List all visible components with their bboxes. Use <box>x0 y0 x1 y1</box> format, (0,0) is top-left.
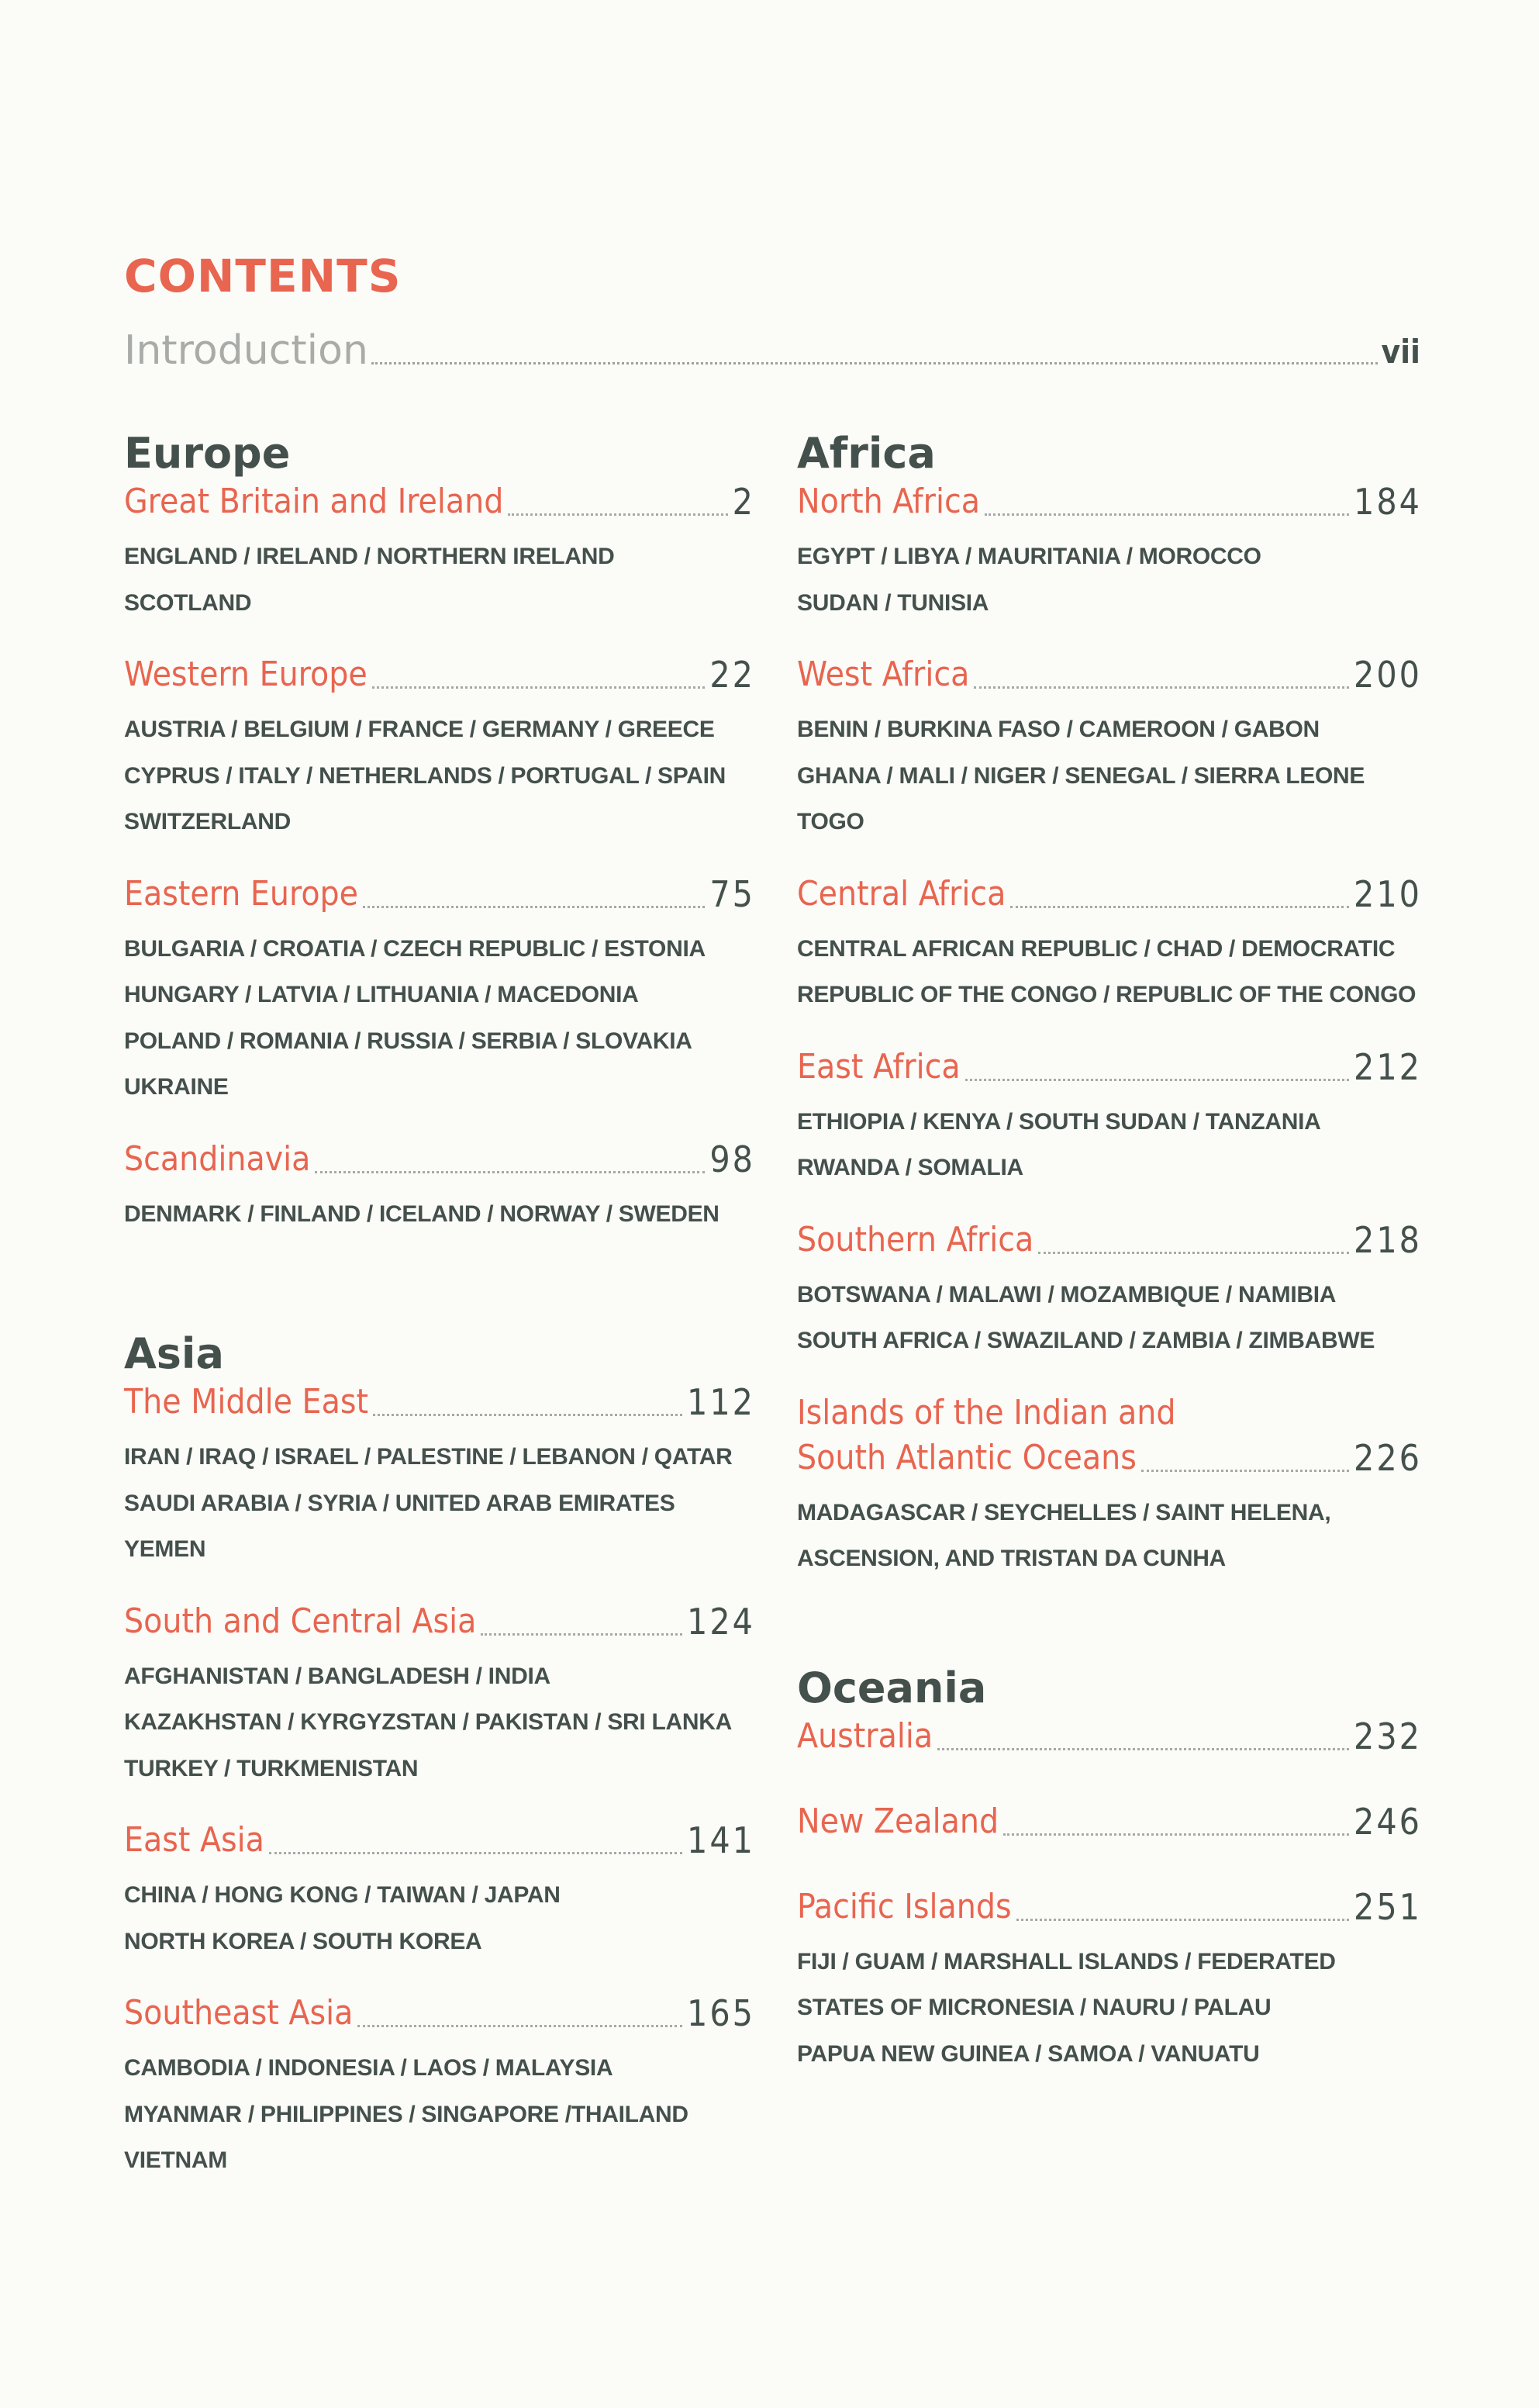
country-line: VIETNAM <box>124 2147 227 2173</box>
country-list <box>124 1191 755 1238</box>
section-page-number: 184 <box>1354 481 1422 523</box>
country-line: CAMBODIA / INDONESIA / LAOS / MALAYSIA <box>124 2055 613 2081</box>
dot-leader <box>373 1414 682 1416</box>
country-list <box>797 1099 1422 1191</box>
section-title: Southern Africa <box>797 1219 1034 1259</box>
section-page-number: 98 <box>709 1138 755 1180</box>
section-page-number: 218 <box>1354 1218 1422 1261</box>
section-title: East Asia <box>124 1820 264 1860</box>
country-line: CENTRAL AFRICAN REPUBLIC / CHAD / DEMOCRATIC <box>797 935 1396 962</box>
toc-section-southeast-asia[interactable] <box>124 1991 755 2184</box>
country-line: CHINA / HONG KONG / TAIWAN / JAPAN <box>124 1882 561 1908</box>
introduction-page-number: vii <box>1381 333 1420 371</box>
section-page-number: 232 <box>1354 1715 1422 1757</box>
continent-oceania <box>797 1663 1422 2078</box>
toc-section-central-africa[interactable] <box>797 872 1422 1018</box>
section-title: Pacific Islands <box>797 1886 1012 1926</box>
section-page-number: 141 <box>687 1819 755 1861</box>
country-line: GHANA / MALI / NIGER / SENEGAL / SIERRA LEONE <box>797 762 1365 789</box>
continent-heading: Europe <box>124 429 291 478</box>
country-line: BOTSWANA / MALAWI / MOZAMBIQUE / NAMIBIA <box>797 1281 1337 1308</box>
dot-leader <box>1003 1833 1349 1836</box>
section-title: Great Britain and Ireland <box>124 482 504 521</box>
dot-leader <box>371 362 1379 364</box>
section-title: West Africa <box>797 655 970 694</box>
section-title: Central Africa <box>797 873 1006 914</box>
toc-entry-introduction[interactable] <box>124 320 1420 374</box>
continent-asia <box>124 1328 755 2184</box>
dot-leader <box>937 1748 1349 1750</box>
country-line: SWITZERLAND <box>124 809 292 834</box>
country-line: YEMEN <box>124 1536 206 1562</box>
toc-section-east-asia[interactable] <box>124 1818 755 1964</box>
country-line: PAPUA NEW GUINEA / SAMOA / VANUATU <box>797 2040 1260 2067</box>
toc-section-southern-africa[interactable] <box>797 1218 1422 1364</box>
dot-leader <box>965 1079 1349 1081</box>
country-line: FIJI / GUAM / MARSHALL ISLANDS / FEDERATED <box>797 1948 1336 1974</box>
country-line: RWANDA / SOMALIA <box>797 1155 1023 1180</box>
toc-section-east-africa[interactable] <box>797 1045 1422 1191</box>
dot-leader <box>1038 1252 1349 1254</box>
dot-leader <box>508 513 727 516</box>
section-page-number: 112 <box>687 1381 755 1423</box>
country-line: DENMARK / FINLAND / ICELAND / NORWAY / SWEDEN <box>124 1201 719 1227</box>
country-list <box>124 1434 755 1573</box>
section-page-number: 200 <box>1354 654 1422 696</box>
country-line: UKRAINE <box>124 1074 229 1100</box>
section-title-line1: Islands of the Indian and <box>797 1392 1176 1432</box>
country-list <box>124 1653 755 1792</box>
section-page-number: 246 <box>1354 1800 1422 1843</box>
country-line: SAUDI ARABIA / SYRIA / UNITED ARAB EMIRATES <box>124 1490 675 1516</box>
dot-leader <box>269 1852 682 1854</box>
section-page-number: 226 <box>1354 1436 1422 1479</box>
country-line: NORTH KOREA / SOUTH KOREA <box>124 1928 482 1954</box>
dot-leader <box>372 686 706 689</box>
toc-section-islands-indian-south-atlantic[interactable] <box>797 1391 1422 1582</box>
section-title: South Atlantic Oceans <box>797 1437 1137 1477</box>
country-line: HUNGARY / LATVIA / LITHUANIA / MACEDONIA <box>124 982 639 1007</box>
toc-section-west-africa[interactable] <box>797 652 1422 845</box>
dot-leader <box>1141 1470 1349 1472</box>
toc-section-western-europe[interactable] <box>124 652 755 845</box>
toc-section-scandinavia[interactable] <box>124 1137 755 1238</box>
section-page-number: 2 <box>732 481 755 523</box>
dot-leader <box>363 906 705 908</box>
dot-leader <box>481 1633 682 1636</box>
country-list <box>797 1272 1422 1364</box>
country-line: SUDAN / TUNISIA <box>797 589 989 616</box>
dot-leader <box>357 2025 682 2027</box>
country-line: AFGHANISTAN / BANGLADESH / INDIA <box>124 1663 550 1689</box>
toc-section-new-zealand[interactable] <box>797 1799 1422 1844</box>
country-line: AUSTRIA / BELGIUM / FRANCE / GERMANY / GREECE <box>124 717 715 742</box>
country-list <box>124 926 755 1111</box>
section-title: Southeast Asia <box>124 1993 354 2033</box>
toc-section-pacific-islands[interactable] <box>797 1885 1422 2078</box>
country-line: BULGARIA / CROATIA / CZECH REPUBLIC / ESTONIA <box>124 935 706 962</box>
country-line: POLAND / ROMANIA / RUSSIA / SERBIA / SLOVAKIA <box>124 1028 692 1054</box>
country-line: ETHIOPIA / KENYA / SOUTH SUDAN / TANZANIA <box>797 1108 1321 1135</box>
section-page-number: 124 <box>687 1600 755 1643</box>
section-page-number: 251 <box>1354 1885 1422 1928</box>
country-line: MYANMAR / PHILIPPINES / SINGAPORE /THAILAND <box>124 2101 688 2127</box>
dot-leader <box>315 1171 705 1173</box>
country-list <box>797 1490 1422 1582</box>
section-title: East Africa <box>797 1046 961 1087</box>
dot-leader <box>1010 906 1349 908</box>
section-title: New Zealand <box>797 1801 999 1841</box>
toc-section-australia[interactable] <box>797 1714 1422 1759</box>
country-line: STATES OF MICRONESIA / NAURU / PALAU <box>797 1995 1272 2020</box>
country-line: KAZAKHSTAN / KYRGYZSTAN / PAKISTAN / SRI LANKA <box>124 1709 732 1735</box>
dot-leader <box>985 513 1349 516</box>
continent-heading: Africa <box>797 429 936 478</box>
section-title: Scandinavia <box>124 1138 311 1179</box>
country-list <box>797 707 1422 845</box>
country-line: SOUTH AFRICA / SWAZILAND / ZAMBIA / ZIMBABWE <box>797 1328 1375 1353</box>
country-line: SCOTLAND <box>124 589 252 616</box>
toc-section-eastern-europe[interactable] <box>124 872 755 1111</box>
country-line: REPUBLIC OF THE CONGO / REPUBLIC OF THE CONGO <box>797 982 1417 1007</box>
section-title: Eastern Europe <box>124 873 359 914</box>
section-title: Australia <box>797 1715 933 1756</box>
toc-section-the-middle-east[interactable] <box>124 1380 755 1573</box>
section-title: The Middle East <box>124 1382 368 1422</box>
right-column <box>797 428 1422 2077</box>
section-page-number: 165 <box>687 1992 755 2034</box>
section-title: South and Central Asia <box>124 1601 477 1641</box>
toc-section-great-britain-and-ireland[interactable] <box>124 479 755 626</box>
section-page-number: 212 <box>1354 1045 1422 1088</box>
country-line: TURKEY / TURKMENISTAN <box>124 1755 419 1781</box>
country-list <box>124 2045 755 2184</box>
country-list <box>124 1872 755 1964</box>
country-list <box>797 1939 1422 2078</box>
country-line: BENIN / BURKINA FASO / CAMEROON / GABON <box>797 717 1320 742</box>
section-page-number: 75 <box>709 872 755 915</box>
continent-africa <box>797 428 1422 1582</box>
continent-heading: Oceania <box>797 1663 987 1712</box>
country-line: CYPRUS / ITALY / NETHERLANDS / PORTUGAL / SPAIN <box>124 762 726 789</box>
toc-section-north-africa[interactable] <box>797 479 1422 626</box>
left-column <box>124 428 755 2184</box>
dot-leader <box>1016 1919 1349 1921</box>
country-line: EGYPT / LIBYA / MAURITANIA / MOROCCO <box>797 544 1261 569</box>
country-line: IRAN / IRAQ / ISRAEL / PALESTINE / LEBANON / QATAR <box>124 1444 733 1470</box>
toc-section-south-and-central-asia[interactable] <box>124 1599 755 1792</box>
country-line: MADAGASCAR / SEYCHELLES / SAINT HELENA, <box>797 1499 1331 1525</box>
dot-leader <box>974 686 1349 689</box>
country-list <box>124 707 755 845</box>
section-title: North Africa <box>797 482 980 521</box>
country-line: TOGO <box>797 809 864 834</box>
section-page-number: 210 <box>1354 872 1422 915</box>
country-list <box>124 534 755 626</box>
country-list <box>797 534 1422 626</box>
country-line: ASCENSION, AND TRISTAN DA CUNHA <box>797 1546 1226 1571</box>
introduction-label: Introduction <box>124 327 368 374</box>
continent-europe <box>124 428 755 1237</box>
continent-heading: Asia <box>124 1329 224 1378</box>
page-title: CONTENTS <box>124 250 402 302</box>
section-page-number: 22 <box>709 654 755 696</box>
country-line: ENGLAND / IRELAND / NORTHERN IRELAND <box>124 544 615 569</box>
section-title: Western Europe <box>124 655 367 694</box>
country-list <box>797 926 1422 1018</box>
